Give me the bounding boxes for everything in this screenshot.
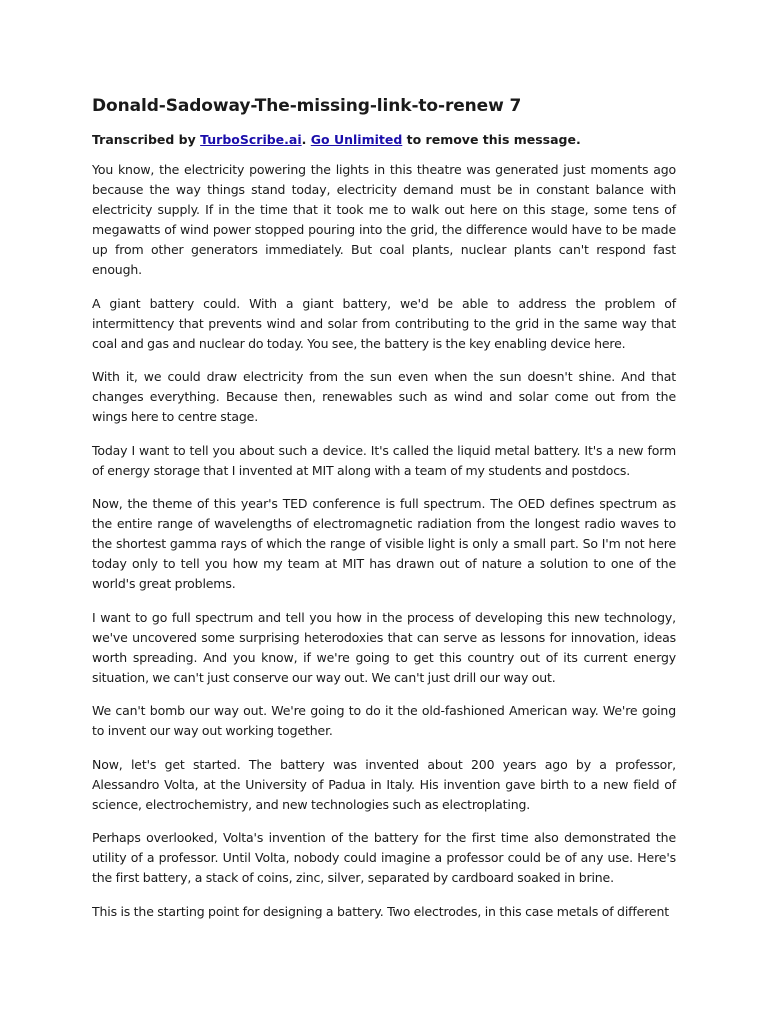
paragraph: Today I want to tell you about such a device. It's called the liquid metal battery. It's a new form of energy storage that I invented at MIT along with a team of my students and postdocs. [92,442,676,478]
paragraph: Now, let's get started. The battery was invented about 200 years ago by a professor, Alessandro Volta, at the University of Padua in Italy. His invention gave birth to a new field of science, electrochemistry, and new technologies such as electroplating. [92,756,676,812]
document-title: Donald-Sadoway-The-missing-link-to-renew 7 [92,96,522,116]
notice-middle: . [301,132,311,147]
document-page [92,94,676,935]
paragraph: A giant battery could. With a giant battery, we'd be able to address the problem of intermittency that prevents wind and solar from contributing to the grid in the same way that coal and gas and nuclear do today. You see, the battery is the key enabling device here. [92,295,676,351]
transcription-notice [92,130,676,150]
paragraph: With it, we could draw electricity from the sun even when the sun doesn't shine. And that changes everything. Because then, renewables such as wind and solar come out from the wings here to centre stage. [92,369,676,424]
paragraph: Now, the theme of this year's TED conference is full spectrum. The OED defines spectrum as the entire range of wavelengths of electromagnetic radiation from the longest radio waves to the shortest gamma rays of which the range of visible light is only a small part. So I'm not here today only to tell you how my team at MIT has drawn out of nature a solution to one of the world's great problems. [92,496,676,591]
notice-prefix: Transcribed by [92,132,201,147]
paragraph: You know, the electricity powering the lights in this theatre was generated just moments ago because the way things stand today, electricity demand must be in constant balance with electricity supply. If in the time that it took me to walk out here on this stage, some tens of megawatts of wind power stopped pouring into the grid, the difference would have to be made up from other generators immediately. But coal plants, nuclear plants can't respond fast enough. [92,162,676,277]
paragraph: I want to go full spectrum and tell you how in the process of developing this new technology, we've uncovered some surprising heterodoxies that can serve as lessons for innovation, ideas worth spreading. And you know, if we're going to get this country out of its current energy situation, we can't just conserve our way out. We can't just drill our way out. [92,609,676,685]
turboscribe-link[interactable]: TurboScribe.ai [200,132,302,147]
go-unlimited-link[interactable]: Go Unlimited [310,132,403,147]
paragraph-truncated: This is the starting point for designing a battery. Two electrodes, in this case metals of different [92,903,669,919]
paragraph: Perhaps overlooked, Volta's invention of the battery for the first time also demonstrated the utility of a professor. Until Volta, nobody could imagine a professor could be of any use. Here's the first battery, a stack of coins, zinc, silver, separated by cardboard soaked in brine. [92,830,676,885]
notice-suffix: to remove this message. [402,132,581,147]
paragraph: We can't bomb our way out. We're going to do it the old-fashioned American way. We're going to invent our way out working together. [92,703,676,738]
